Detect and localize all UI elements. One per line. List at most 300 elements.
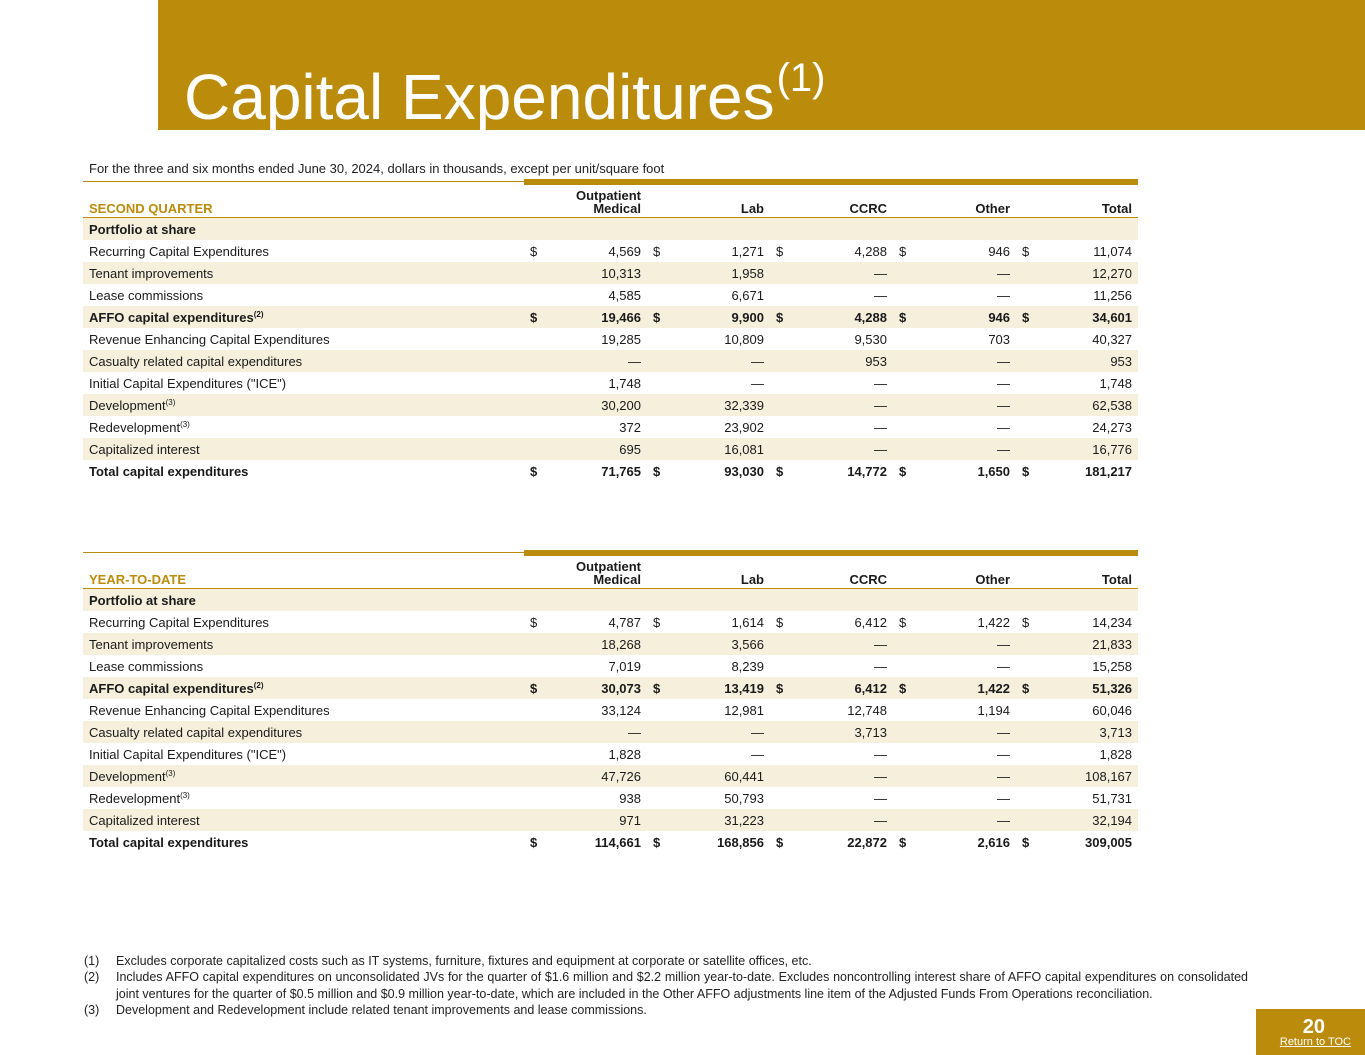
cell-value: 4,585 <box>608 287 641 303</box>
header-row <box>83 185 1138 218</box>
cell-value: 1,422 <box>977 614 1011 630</box>
cell-value: — <box>874 746 887 762</box>
footnote <box>84 953 1248 969</box>
cell-value: 32,194 <box>1040 809 1138 831</box>
currency-symbol: $ <box>776 243 784 259</box>
cell-value: 372 <box>619 419 641 435</box>
currency-symbol <box>1016 372 1040 394</box>
return-to-toc-link[interactable]: Return to TOC <box>1279 1036 1351 1048</box>
cell-value: 6,412 <box>854 614 887 630</box>
row-label-text: Casualty related capital expenditures <box>89 353 303 369</box>
cell-value: 4,288 <box>794 306 893 328</box>
currency-symbol <box>647 655 671 677</box>
cell-value: 50,793 <box>724 790 764 806</box>
currency-symbol: $ <box>776 614 784 630</box>
cell-value: 971 <box>548 809 647 831</box>
page-title: Capital Expenditures$^{(1)}$ <box>184 56 826 133</box>
table-row <box>83 743 1138 765</box>
thin-rule <box>83 552 524 553</box>
cell-value: 14,772 <box>847 463 887 479</box>
cell-value: 31,223 <box>671 809 770 831</box>
currency-symbol <box>770 787 794 809</box>
table-row <box>83 350 1138 372</box>
cell-value <box>1040 218 1138 241</box>
row-label-text: Redevelopment <box>89 790 181 806</box>
cell-value <box>1040 589 1138 612</box>
currency-symbol <box>770 394 794 416</box>
cell-value: 2,616 <box>977 834 1011 850</box>
currency-symbol <box>524 372 548 394</box>
capex-table <box>83 556 1138 853</box>
cell-value: 1,650 <box>977 463 1011 479</box>
column-header-line: Medical <box>593 201 641 216</box>
cell-value: — <box>997 790 1011 806</box>
currency-symbol <box>1016 262 1040 284</box>
currency-symbol <box>647 394 671 416</box>
currency-symbol <box>770 262 794 284</box>
currency-symbol <box>893 438 917 460</box>
footnote-ref: (3) <box>180 419 190 429</box>
row-label <box>83 350 524 372</box>
cell-value: 10,809 <box>724 331 764 347</box>
cell-value: 1,194 <box>977 702 1011 718</box>
cell-value: 19,285 <box>601 331 641 347</box>
row-label-text: Initial Capital Expenditures ("ICE") <box>89 375 287 391</box>
row-label-text: Lease commissions <box>89 287 204 303</box>
currency-symbol <box>1016 721 1040 743</box>
table-row <box>83 306 1138 328</box>
column-header-line: Outpatient <box>576 559 641 574</box>
row-label-text: Initial Capital Expenditures ("ICE") <box>89 746 287 762</box>
cell-value <box>794 589 893 612</box>
title-footnote-ref: (1) <box>776 56 826 100</box>
currency-symbol <box>647 438 671 460</box>
row-label <box>83 787 524 809</box>
cell-value: 946 <box>917 306 1016 328</box>
cell-value: 114,661 <box>594 834 641 850</box>
row-label-text: Casualty related capital expenditures <box>89 724 303 740</box>
cell-value: 19,466 <box>548 306 647 328</box>
cell-value: 1,271 <box>731 243 764 259</box>
currency-symbol <box>647 721 671 743</box>
currency-symbol <box>893 809 917 831</box>
currency-symbol: $ <box>524 677 548 699</box>
cell-value: — <box>794 438 893 460</box>
cell-value: 34,601 <box>1040 306 1138 328</box>
cell-value: — <box>874 287 887 303</box>
column-header-line: Total <box>1101 572 1133 587</box>
currency-symbol <box>770 416 794 438</box>
table-row <box>83 765 1138 787</box>
currency-symbol <box>1016 633 1040 655</box>
page-subtitle: For the three and six months ended June 30, 2024, dollars in thousands, except per unit/square foot <box>89 161 665 176</box>
row-label <box>83 831 524 853</box>
currency-symbol <box>893 350 917 372</box>
currency-symbol <box>1016 218 1040 241</box>
cell-value: 60,046 <box>1092 702 1133 718</box>
table-row <box>83 460 1138 482</box>
currency-symbol <box>893 372 917 394</box>
cell-value: — <box>917 765 1016 787</box>
currency-symbol: $ <box>653 614 661 630</box>
currency-symbol <box>1016 589 1040 612</box>
cell-value: 22,872 <box>847 834 887 850</box>
currency-symbol: $ <box>1022 243 1030 259</box>
footnote-text: Development and Redevelopment include related tenant improvements and lease commissions. <box>116 1003 647 1018</box>
currency-symbol <box>1016 394 1040 416</box>
row-label-text: Total capital expenditures <box>89 834 249 850</box>
currency-symbol <box>647 809 671 831</box>
column-header <box>893 556 1016 589</box>
currency-symbol <box>1016 328 1040 350</box>
cell-value: 1,958 <box>671 262 770 284</box>
cell-value: — <box>997 287 1011 303</box>
cell-value: 18,268 <box>548 633 647 655</box>
footnote-ref: (2) <box>253 309 264 319</box>
currency-symbol <box>893 699 917 721</box>
row-label <box>83 809 524 831</box>
currency-symbol <box>524 262 548 284</box>
currency-symbol <box>524 655 548 677</box>
column-header <box>770 185 893 218</box>
header-row <box>83 556 1138 589</box>
cell-value: — <box>794 809 893 831</box>
currency-symbol <box>893 218 917 241</box>
row-label-text: Portfolio at share <box>89 221 196 237</box>
currency-symbol <box>524 743 548 765</box>
currency-symbol <box>524 284 548 306</box>
cell-value: 181,217 <box>1085 463 1133 479</box>
cell-value: — <box>997 746 1011 762</box>
table-top-rule <box>83 179 1138 185</box>
currency-symbol <box>524 218 548 241</box>
footnote <box>84 969 1248 1002</box>
row-label <box>83 721 524 743</box>
cell-value: — <box>751 746 764 762</box>
currency-symbol <box>524 350 548 372</box>
cell-value <box>917 589 1016 612</box>
cell-value: — <box>874 658 887 674</box>
column-header <box>1016 556 1138 589</box>
cell-value: 23,902 <box>724 419 764 435</box>
column-header <box>524 185 647 218</box>
table-row <box>83 372 1138 394</box>
currency-symbol <box>647 765 671 787</box>
column-header-line: Other <box>975 201 1011 216</box>
row-label <box>83 633 524 655</box>
thick-rule <box>524 179 1138 185</box>
row-label <box>83 416 524 438</box>
currency-symbol <box>893 262 917 284</box>
row-label <box>83 589 524 612</box>
currency-symbol: $ <box>530 463 538 479</box>
cell-value <box>671 218 770 241</box>
cell-value: 62,538 <box>1040 394 1138 416</box>
row-label <box>83 218 524 241</box>
table-row <box>83 416 1138 438</box>
cell-value: 47,726 <box>548 765 647 787</box>
column-header <box>770 556 893 589</box>
footnote-text: Includes AFFO capital expenditures on unconsolidated JVs for the quarter of $1.6 million and $2.2 million year-to-date. Excludes noncontrolling interest share of AFFO capital expenditures on consolidated joint ventures for the quarter of $0.5 million and $0.9 million year-to-date, which are included in the Other AFFO adjustments line item of the Adjusted Funds From Operations reconciliation. <box>116 970 1248 1001</box>
cell-value <box>548 589 647 612</box>
cell-value: — <box>751 375 764 391</box>
currency-symbol <box>524 721 548 743</box>
row-label-text: Capitalized interest <box>89 812 200 828</box>
currency-symbol <box>893 394 917 416</box>
currency-symbol <box>524 394 548 416</box>
currency-symbol <box>1016 787 1040 809</box>
currency-symbol <box>524 416 548 438</box>
row-label <box>83 328 524 350</box>
currency-symbol <box>893 328 917 350</box>
row-label-text: Capitalized interest <box>89 441 200 457</box>
cell-value: — <box>794 633 893 655</box>
currency-symbol <box>893 787 917 809</box>
footnote <box>84 1002 1248 1018</box>
cell-value: 168,856 <box>717 834 764 850</box>
cell-value: — <box>917 350 1016 372</box>
currency-symbol <box>1016 809 1040 831</box>
cell-value: 93,030 <box>724 463 764 479</box>
row-label-text: Development <box>89 397 166 413</box>
currency-symbol <box>770 438 794 460</box>
currency-symbol <box>1016 699 1040 721</box>
table-row <box>83 809 1138 831</box>
cell-value: 9,900 <box>671 306 770 328</box>
cell-value: — <box>917 438 1016 460</box>
cell-value: — <box>917 721 1016 743</box>
column-header-line: Total <box>1101 201 1133 216</box>
currency-symbol: $ <box>653 463 661 479</box>
cell-value: — <box>874 419 887 435</box>
currency-symbol: $ <box>524 306 548 328</box>
cell-value: — <box>997 375 1011 391</box>
currency-symbol: $ <box>647 677 671 699</box>
currency-symbol: $ <box>530 243 538 259</box>
table-row <box>83 284 1138 306</box>
cell-value: 695 <box>548 438 647 460</box>
row-label <box>83 743 524 765</box>
row-label-text: Redevelopment <box>89 419 181 435</box>
cell-value <box>917 218 1016 241</box>
row-label-text: Tenant improvements <box>89 636 214 652</box>
currency-symbol <box>647 787 671 809</box>
currency-symbol <box>647 328 671 350</box>
currency-symbol: $ <box>1016 306 1040 328</box>
table-row <box>83 787 1138 809</box>
currency-symbol <box>1016 350 1040 372</box>
cell-value <box>671 589 770 612</box>
currency-symbol: $ <box>1022 614 1030 630</box>
currency-symbol: $ <box>776 463 784 479</box>
row-label-text: AFFO capital expenditures <box>89 309 254 325</box>
currency-symbol: $ <box>1022 463 1030 479</box>
second-quarter-table <box>83 179 1138 482</box>
currency-symbol <box>524 809 548 831</box>
cell-value: 14,234 <box>1092 614 1133 630</box>
currency-symbol <box>524 633 548 655</box>
cell-value: — <box>548 721 647 743</box>
cell-value: — <box>917 633 1016 655</box>
cell-value: 4,288 <box>854 243 887 259</box>
column-header <box>1016 185 1138 218</box>
capex-table <box>83 185 1138 482</box>
footnote-number: (1) <box>84 954 100 968</box>
column-header <box>647 185 770 218</box>
currency-symbol: $ <box>653 243 661 259</box>
cell-value: 108,167 <box>1040 765 1138 787</box>
row-label <box>83 460 524 482</box>
table-row <box>83 611 1138 633</box>
currency-symbol <box>893 416 917 438</box>
cell-value: 12,981 <box>724 702 764 718</box>
footnote-ref: (3) <box>180 790 190 800</box>
cell-value: 12,748 <box>847 702 887 718</box>
cell-value <box>548 218 647 241</box>
cell-value: 32,339 <box>671 394 770 416</box>
cell-value: 24,273 <box>1092 419 1133 435</box>
row-label <box>83 240 524 262</box>
row-label <box>83 699 524 721</box>
currency-symbol: $ <box>647 306 671 328</box>
currency-symbol <box>770 633 794 655</box>
footnote-ref: (3) <box>165 397 176 407</box>
cell-value: 6,671 <box>731 287 764 303</box>
column-header-line: Lab <box>740 572 764 587</box>
footnote-ref: (3) <box>165 768 176 778</box>
footnote-number: (2) <box>84 970 100 985</box>
column-header <box>524 556 647 589</box>
table-row <box>83 699 1138 721</box>
cell-value: — <box>874 375 887 391</box>
currency-symbol <box>893 589 917 612</box>
row-label-text: Tenant improvements <box>89 265 214 281</box>
cell-value: 3,566 <box>671 633 770 655</box>
cell-value: — <box>917 394 1016 416</box>
row-label <box>83 677 524 699</box>
currency-symbol <box>647 372 671 394</box>
cell-value: — <box>874 790 887 806</box>
currency-symbol <box>524 699 548 721</box>
currency-symbol <box>770 809 794 831</box>
footnotes <box>84 953 1248 1019</box>
currency-symbol <box>647 416 671 438</box>
row-label-text: Revenue Enhancing Capital Expenditures <box>89 702 330 718</box>
cell-value: 16,081 <box>671 438 770 460</box>
currency-symbol: $ <box>1022 834 1030 850</box>
row-label-text: Recurring Capital Expenditures <box>89 614 269 630</box>
table-row <box>83 328 1138 350</box>
column-header-line: Outpatient <box>576 188 641 203</box>
column-header-line: CCRC <box>849 572 887 587</box>
cell-value: 309,005 <box>1085 834 1133 850</box>
table-row <box>83 677 1138 699</box>
footnote-number: (3) <box>84 1003 100 1018</box>
cell-value: 13,419 <box>671 677 770 699</box>
row-label-text: Recurring Capital Expenditures <box>89 243 269 259</box>
cell-value: 3,713 <box>794 721 893 743</box>
cell-value: 51,326 <box>1040 677 1138 699</box>
cell-value: — <box>548 350 647 372</box>
currency-symbol <box>647 350 671 372</box>
cell-value: 9,530 <box>854 331 887 347</box>
currency-symbol: $ <box>899 463 907 479</box>
cell-value: 60,441 <box>671 765 770 787</box>
cell-value: — <box>794 394 893 416</box>
currency-symbol <box>893 655 917 677</box>
currency-symbol <box>647 633 671 655</box>
row-label-text: Total capital expenditures <box>89 463 249 479</box>
cell-value: 15,258 <box>1092 658 1133 674</box>
cell-value: — <box>671 350 770 372</box>
currency-symbol: $ <box>899 243 907 259</box>
currency-symbol <box>1016 743 1040 765</box>
currency-symbol <box>647 218 671 241</box>
footnote-ref: (2) <box>253 680 264 690</box>
row-label <box>83 262 524 284</box>
currency-symbol: $ <box>893 677 917 699</box>
currency-symbol <box>770 218 794 241</box>
cell-value: 51,731 <box>1092 790 1133 806</box>
table-row <box>83 262 1138 284</box>
currency-symbol <box>524 787 548 809</box>
table-row <box>83 218 1138 241</box>
currency-symbol <box>1016 284 1040 306</box>
currency-symbol: $ <box>776 834 784 850</box>
currency-symbol <box>770 372 794 394</box>
currency-symbol <box>524 328 548 350</box>
row-label <box>83 611 524 633</box>
footnote-text: Excludes corporate capitalized costs such as IT systems, furniture, fixtures and equipment at corporate or satellite offices, etc. <box>116 954 812 968</box>
currency-symbol <box>647 262 671 284</box>
table-row <box>83 633 1138 655</box>
currency-symbol <box>647 284 671 306</box>
cell-value: 6,412 <box>794 677 893 699</box>
currency-symbol <box>770 328 794 350</box>
row-label-text: Lease commissions <box>89 658 204 674</box>
cell-value: 953 <box>794 350 893 372</box>
cell-value: 30,073 <box>548 677 647 699</box>
column-header-line: Medical <box>593 572 641 587</box>
cell-value: 703 <box>988 331 1011 347</box>
cell-value: 4,787 <box>608 614 641 630</box>
cell-value: 1,614 <box>731 614 764 630</box>
cell-value: 1,828 <box>1099 746 1133 762</box>
cell-value: 12,270 <box>1040 262 1138 284</box>
currency-symbol <box>770 284 794 306</box>
currency-symbol <box>524 438 548 460</box>
cell-value: 1,748 <box>1099 375 1133 391</box>
currency-symbol: $ <box>770 306 794 328</box>
section-title: YEAR-TO-DATE <box>89 572 187 587</box>
row-label-text: AFFO capital expenditures <box>89 680 254 696</box>
cell-value: 33,124 <box>601 702 641 718</box>
column-header <box>893 185 1016 218</box>
thick-rule <box>524 550 1138 556</box>
cell-value: 1,422 <box>917 677 1016 699</box>
row-label <box>83 438 524 460</box>
column-header <box>647 556 770 589</box>
cell-value: 953 <box>1040 350 1138 372</box>
currency-symbol: $ <box>770 677 794 699</box>
currency-symbol <box>770 655 794 677</box>
cell-value <box>794 218 893 241</box>
currency-symbol <box>770 765 794 787</box>
row-label-text: Development <box>89 768 166 784</box>
row-label <box>83 394 524 416</box>
cell-value: 3,713 <box>1040 721 1138 743</box>
currency-symbol: $ <box>530 834 538 850</box>
